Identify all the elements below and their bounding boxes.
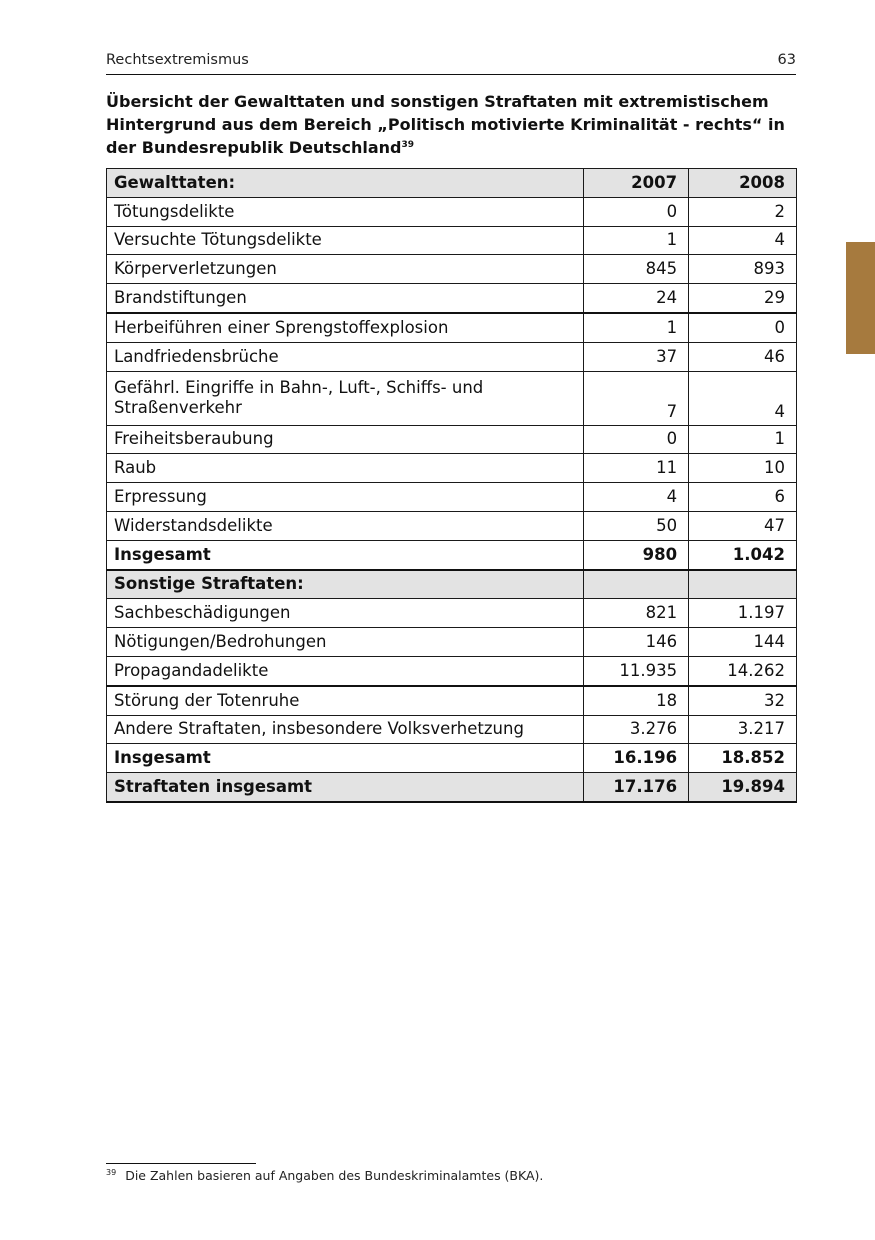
row-label: Insgesamt (107, 744, 584, 773)
row-label: Widerstandsdelikte (107, 511, 584, 540)
value-2008: 0 (689, 313, 797, 342)
value-2007 (584, 570, 689, 599)
value-2008: 1 (689, 425, 797, 454)
row-label: Landfriedensbrüche (107, 342, 584, 371)
table-row (107, 454, 797, 483)
value-2007: 17.176 (584, 773, 689, 802)
row-label: Insgesamt (107, 540, 584, 569)
table-row (107, 425, 797, 454)
row-label: Gefährl. Eingriffe in Bahn-, Luft-, Schiffs- und Straßenverkehr (107, 371, 584, 425)
value-2008: 3.217 (689, 715, 797, 744)
value-2008: 6 (689, 483, 797, 512)
row-label: Sonstige Straftaten: (107, 570, 584, 599)
table-header-row (107, 169, 797, 198)
heading-text: Übersicht der Gewalttaten und sonstigen Straftaten mit extremistischem Hintergrund aus dem Bereich „Politisch motivierte Kriminalität - rechts“ in der Bundesrepublik Deutschland (106, 92, 785, 157)
value-2008: 1.197 (689, 599, 797, 628)
value-2008: 14.262 (689, 656, 797, 685)
value-2008: 1.042 (689, 540, 797, 569)
header-2007: 2007 (584, 169, 689, 198)
value-2007: 3.276 (584, 715, 689, 744)
chapter-thumb-tab (846, 242, 875, 354)
row-label: Sachbeschädigungen (107, 599, 584, 628)
table-row (107, 483, 797, 512)
table-row (107, 511, 797, 540)
row-label: Freiheitsberaubung (107, 425, 584, 454)
value-2008: 893 (689, 255, 797, 284)
value-2008: 32 (689, 686, 797, 715)
section-header-row (107, 570, 797, 599)
row-label: Herbeiführen einer Sprengstoffexplosion (107, 313, 584, 342)
row-label: Erpressung (107, 483, 584, 512)
total-row (107, 540, 797, 569)
row-label: Versuchte Tötungsdelikte (107, 226, 584, 255)
table-row (107, 656, 797, 685)
value-2007: 50 (584, 511, 689, 540)
row-label: Tötungsdelikte (107, 197, 584, 226)
grand-total-row (107, 773, 797, 802)
value-2007: 146 (584, 628, 689, 657)
value-2007: 4 (584, 483, 689, 512)
header-label: Gewalttaten: (107, 169, 584, 198)
footnote-rule (106, 1163, 256, 1164)
table-row (107, 715, 797, 744)
value-2007: 18 (584, 686, 689, 715)
value-2007: 1 (584, 226, 689, 255)
value-2008: 46 (689, 342, 797, 371)
table-row (107, 313, 797, 342)
header-2008: 2008 (689, 169, 797, 198)
table-row (107, 599, 797, 628)
running-head (106, 52, 796, 75)
value-2007: 7 (584, 371, 689, 425)
row-label: Störung der Totenruhe (107, 686, 584, 715)
table-row (107, 371, 797, 425)
value-2008: 2 (689, 197, 797, 226)
value-2008: 4 (689, 371, 797, 425)
row-label: Straftaten insgesamt (107, 773, 584, 802)
table-heading (106, 90, 796, 159)
row-label: Körperverletzungen (107, 255, 584, 284)
value-2007: 845 (584, 255, 689, 284)
table-row (107, 197, 797, 226)
row-label: Brandstiftungen (107, 284, 584, 313)
value-2007: 11.935 (584, 656, 689, 685)
row-label: Andere Straftaten, insbesondere Volksverhetzung (107, 715, 584, 744)
value-2007: 24 (584, 284, 689, 313)
value-2007: 1 (584, 313, 689, 342)
page-number: 63 (777, 52, 796, 68)
value-2007: 37 (584, 342, 689, 371)
table-row (107, 226, 797, 255)
value-2007: 11 (584, 454, 689, 483)
value-2008 (689, 570, 797, 599)
value-2008: 4 (689, 226, 797, 255)
value-2008: 47 (689, 511, 797, 540)
row-label: Propagandadelikte (107, 656, 584, 685)
value-2007: 0 (584, 425, 689, 454)
footnote-number: 39 (106, 1168, 117, 1177)
row-label: Nötigungen/Bedrohungen (107, 628, 584, 657)
table-row (107, 255, 797, 284)
running-head-title: Rechtsextremismus (106, 52, 249, 68)
value-2008: 29 (689, 284, 797, 313)
table-row (107, 686, 797, 715)
footnote-reference[interactable]: 39 (401, 140, 415, 150)
row-label: Raub (107, 454, 584, 483)
value-2008: 19.894 (689, 773, 797, 802)
value-2008: 144 (689, 628, 797, 657)
value-2008: 18.852 (689, 744, 797, 773)
table-row (107, 284, 797, 313)
total-row (107, 744, 797, 773)
footnote-text: Die Zahlen basieren auf Angaben des Bundeskriminalamtes (BKA). (125, 1168, 544, 1183)
value-2008: 10 (689, 454, 797, 483)
value-2007: 821 (584, 599, 689, 628)
table-row (107, 342, 797, 371)
value-2007: 980 (584, 540, 689, 569)
value-2007: 16.196 (584, 744, 689, 773)
footnote (106, 1168, 796, 1183)
table-row (107, 628, 797, 657)
value-2007: 0 (584, 197, 689, 226)
statistics-table (106, 168, 797, 803)
